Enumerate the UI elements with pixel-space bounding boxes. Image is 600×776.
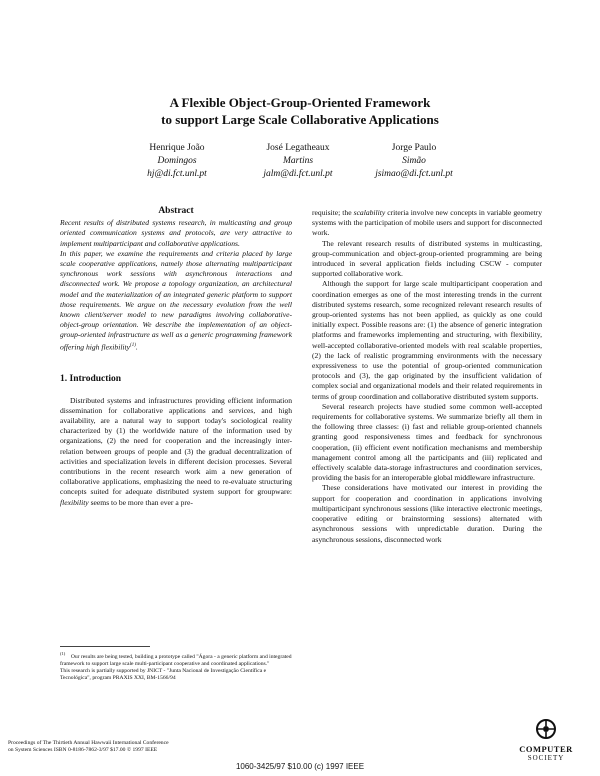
intro-paragraph-1-italic: flexibility xyxy=(60,497,89,507)
right-paragraph-5: These considerations have motivated our interest in providing the support for cooperation and coordination in applications involving multiparticipant synchronous sessions (like interactive electronic meetings, cooperative editing or brainstorming sessions) alternated with asynchronous sessions with unpredictable duration. During the asynchronous sessions, disconnected work xyxy=(312,483,542,544)
footnote-1-text: Our results are being tested, building a prototype called "Ágora - a generic platform and integrated framework to support large scale multi-participant cooperative and coordinated applications." xyxy=(60,653,292,667)
abstract-paragraph-1: Recent results of distributed systems research, in multicasting and group oriented communication systems and protocols, are very attractive to implement multiparticipant and collaborative applications. xyxy=(60,218,292,248)
paper-title-line-1: A Flexible Object-Group-Oriented Framework xyxy=(169,95,431,110)
author-affiliation: Domingos xyxy=(157,156,197,166)
author-name: Henrique João xyxy=(149,143,205,153)
intro-paragraph-1-text: Distributed systems and infrastructures providing efficient information dissemination for collaborative applications and services, and high availability, are a natural way to support today's sociological reality characterized by (1) the worldwide nature of the information used by organizations, (2) the need for cooperation and the increasingly inter-relation between groups of people and (3) the gradual decentralization of activities and specialization levels in different decision processes. Several contributions in the recent research work aim a new generation of collaborative applications, emphasizing the need to re-evaluate structuring concepts suited for adequate distributed system support for groupware: xyxy=(60,395,292,497)
author-affiliation: Simão xyxy=(402,156,426,166)
author-name: Jorge Paulo xyxy=(391,143,437,153)
right-paragraph-2: The relevant research results of distributed systems in multicasting, group-communication and object-group-oriented programming are being introduced in several application fields including CSCW - computer supported collaborative work. xyxy=(312,238,542,279)
proceedings-footer-line-2: on System Sciences ISBN 0-8186-7862-3/97 $17.00 © 1997 IEEE xyxy=(8,747,158,753)
copyright-line: 1060-3425/97 $10.00 (c) 1997 IEEE xyxy=(235,762,365,771)
footnote-rule xyxy=(60,646,150,647)
footnotes xyxy=(60,650,292,682)
author-email: jalm@di.fct.unl.pt xyxy=(263,169,333,179)
footnote-marker: (1) xyxy=(130,342,136,348)
right-paragraph-1-a: requisite; the xyxy=(312,208,352,217)
computer-society-logo xyxy=(506,718,586,762)
abstract-paragraph-2 xyxy=(60,249,292,353)
section-heading-introduction: 1. Introduction xyxy=(60,374,122,385)
abstract-paragraph-2-end: . xyxy=(135,342,138,352)
abstract-heading: Abstract xyxy=(158,206,194,216)
right-paragraph-1-b: criteria involve new concepts in variable geometry systems with the participation of mobile users and support for disconnected work. xyxy=(312,208,542,238)
right-column xyxy=(312,208,542,545)
logo-text-line-2: SOCIETY xyxy=(527,754,565,762)
footnote-1 xyxy=(60,650,292,668)
left-column xyxy=(60,206,292,508)
abstract-paragraph-2-text: In this paper, we examine the requirements and criteria placed by large scale cooperative applications, namely those alternating multiparticipant synchronous work sessions with asynchronous interactions and disconnected work. We propose a topology organization, an architectural model and the materialization of an integrated generic platform to support those requirements. We argue on the necessary evolution from the well known client/server model to new paradigms involving collaborative-object-group orientation. We describe the implementation of an object-group-oriented infrastructure as well as a generic programming framework offering high flexibility xyxy=(60,248,292,352)
author-affiliation: Martins xyxy=(282,156,314,166)
right-paragraph-1 xyxy=(312,208,542,239)
author-3 xyxy=(344,142,484,181)
logo-text-line-1: COMPUTER xyxy=(519,744,573,754)
footnote-1-marker: (1) xyxy=(60,651,66,656)
intro-paragraph-1 xyxy=(60,396,292,508)
right-paragraph-3: Although the support for large scale multiparticipant cooperation and coordination emerges as one of the most interesting trends in the current distributed systems research, some recognized relevant research results of group-oriented systems has not been applied, as quickly as one could initially expect. Possible reasons are: (1) the absence of generic integration platforms and frameworks implementing and structuring, with flexibility, well-accepted collaborative-oriented models with real scalable properties, (2) the lack of realistic programming environments with the necessary expressiveness to use the potential of group-oriented communication protocols and (3), the gap originated by the insufficient validation of complex social and organizational models and their related requirements in terms of group coordination and collaborative distributed system supports. xyxy=(312,279,542,401)
right-paragraph-1-italic: scalability xyxy=(353,208,386,217)
author-email: jsimao@di.fct.unl.pt xyxy=(375,169,453,179)
footnote-2: This research is partially supported by JNICT - "Junta Nacional de Investigação Científica e Tecnológica", program PRAXIS XXI, BM-1566/94 xyxy=(60,667,267,681)
paper-title-line-2: to support Large Scale Collaborative Applications xyxy=(161,112,439,127)
right-paragraph-4: Several research projects have studied some common well-accepted requirements for collaborative systems. We summarize briefly all them in the following three classes: (i) fast and reliable group-oriented channels granting good responsiveness times and feedback for synchronous cooperation, (ii) efficient event notification mechanisms and membership management control among all the participants and (iii) replicated and effectively scalable data-storage infrastructures and coordination services, providing the basis for an interoperable global middleware infrastructure. xyxy=(312,401,542,483)
computer-society-emblem-icon xyxy=(535,718,557,740)
author-email: hj@di.fct.unl.pt xyxy=(147,169,207,179)
proceedings-footer-line-1: Proceedings of The Thirtieth Annual Hawwaii International Conference xyxy=(8,740,169,746)
author-name: José Legatheaux xyxy=(266,143,330,153)
intro-paragraph-1-end: seems to be more than ever a pre- xyxy=(90,497,193,507)
author-1 xyxy=(107,142,247,181)
proceedings-footer xyxy=(8,740,308,754)
